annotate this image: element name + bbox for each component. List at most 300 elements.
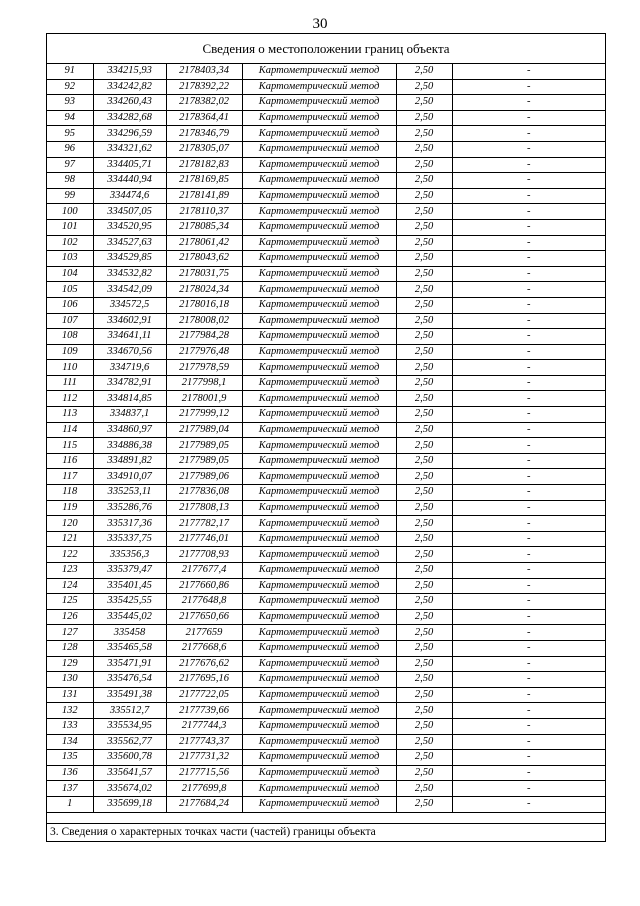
y-coordinate-cell: 2178001,9 <box>166 391 242 407</box>
description-cell: - <box>452 547 605 563</box>
method-cell: Картометрический метод <box>242 329 396 345</box>
table-row <box>47 313 605 329</box>
point-number-cell: 125 <box>47 594 93 610</box>
y-coordinate-cell: 2177676,62 <box>166 656 242 672</box>
x-coordinate-cell: 334860,97 <box>93 422 166 438</box>
y-coordinate-cell: 2177677,4 <box>166 563 242 579</box>
y-coordinate-cell: 2178031,75 <box>166 266 242 282</box>
point-number-cell: 137 <box>47 781 93 797</box>
description-cell: - <box>452 157 605 173</box>
accuracy-cell: 2,50 <box>396 469 452 485</box>
method-cell: Картометрический метод <box>242 531 396 547</box>
description-cell: - <box>452 516 605 532</box>
y-coordinate-cell: 2178305,07 <box>166 141 242 157</box>
footer-heading: 3. Сведения о характерных точках части (частей) границы объекта <box>47 823 605 841</box>
accuracy-cell: 2,50 <box>396 578 452 594</box>
y-coordinate-cell: 2177836,08 <box>166 485 242 501</box>
description-cell: - <box>452 297 605 313</box>
description-cell: - <box>452 204 605 220</box>
y-coordinate-cell: 2178085,34 <box>166 219 242 235</box>
x-coordinate-cell: 334782,91 <box>93 375 166 391</box>
point-number-cell: 93 <box>47 95 93 111</box>
y-coordinate-cell: 2177648,8 <box>166 594 242 610</box>
y-coordinate-cell: 2177684,24 <box>166 796 242 812</box>
accuracy-cell: 2,50 <box>396 640 452 656</box>
point-number-cell: 107 <box>47 313 93 329</box>
point-number-cell: 102 <box>47 235 93 251</box>
description-cell: - <box>452 141 605 157</box>
x-coordinate-cell: 335562,77 <box>93 734 166 750</box>
method-cell: Картометрический метод <box>242 672 396 688</box>
table-row <box>47 64 605 79</box>
x-coordinate-cell: 334282,68 <box>93 110 166 126</box>
method-cell: Картометрический метод <box>242 344 396 360</box>
table-row <box>47 547 605 563</box>
accuracy-cell: 2,50 <box>396 219 452 235</box>
accuracy-cell: 2,50 <box>396 500 452 516</box>
accuracy-cell: 2,50 <box>396 547 452 563</box>
method-cell: Картометрический метод <box>242 625 396 641</box>
description-cell: - <box>452 407 605 423</box>
accuracy-cell: 2,50 <box>396 313 452 329</box>
accuracy-cell: 2,50 <box>396 422 452 438</box>
x-coordinate-cell: 334572,5 <box>93 297 166 313</box>
x-coordinate-cell: 335491,38 <box>93 687 166 703</box>
point-number-cell: 118 <box>47 485 93 501</box>
accuracy-cell: 2,50 <box>396 453 452 469</box>
x-coordinate-cell: 335674,02 <box>93 781 166 797</box>
table-row <box>47 563 605 579</box>
accuracy-cell: 2,50 <box>396 609 452 625</box>
description-cell: - <box>452 656 605 672</box>
point-number-cell: 99 <box>47 188 93 204</box>
point-number-cell: 110 <box>47 360 93 376</box>
y-coordinate-cell: 2178403,34 <box>166 64 242 79</box>
method-cell: Картометрический метод <box>242 656 396 672</box>
y-coordinate-cell: 2178043,62 <box>166 251 242 267</box>
accuracy-cell: 2,50 <box>396 672 452 688</box>
method-cell: Картометрический метод <box>242 235 396 251</box>
accuracy-cell: 2,50 <box>396 360 452 376</box>
table-row <box>47 219 605 235</box>
table-row <box>47 687 605 703</box>
table-row <box>47 703 605 719</box>
y-coordinate-cell: 2177746,01 <box>166 531 242 547</box>
method-cell: Картометрический метод <box>242 313 396 329</box>
method-cell: Картометрический метод <box>242 204 396 220</box>
x-coordinate-cell: 335425,55 <box>93 594 166 610</box>
x-coordinate-cell: 334891,82 <box>93 453 166 469</box>
description-cell: - <box>452 531 605 547</box>
point-number-cell: 132 <box>47 703 93 719</box>
point-number-cell: 97 <box>47 157 93 173</box>
accuracy-cell: 2,50 <box>396 765 452 781</box>
method-cell: Картометрический метод <box>242 95 396 111</box>
table-row <box>47 188 605 204</box>
accuracy-cell: 2,50 <box>396 594 452 610</box>
x-coordinate-cell: 335379,47 <box>93 563 166 579</box>
table-row <box>47 656 605 672</box>
description-cell: - <box>452 500 605 516</box>
x-coordinate-cell: 334602,91 <box>93 313 166 329</box>
document-frame <box>46 33 606 842</box>
y-coordinate-cell: 2177808,13 <box>166 500 242 516</box>
point-number-cell: 122 <box>47 547 93 563</box>
table-row <box>47 796 605 812</box>
x-coordinate-cell: 334296,59 <box>93 126 166 142</box>
method-cell: Картометрический метод <box>242 485 396 501</box>
y-coordinate-cell: 2178169,85 <box>166 173 242 189</box>
description-cell: - <box>452 64 605 79</box>
method-cell: Картометрический метод <box>242 578 396 594</box>
table-row <box>47 204 605 220</box>
accuracy-cell: 2,50 <box>396 64 452 79</box>
accuracy-cell: 2,50 <box>396 95 452 111</box>
method-cell: Картометрический метод <box>242 251 396 267</box>
point-number-cell: 121 <box>47 531 93 547</box>
description-cell: - <box>452 438 605 454</box>
method-cell: Картометрический метод <box>242 640 396 656</box>
point-number-cell: 98 <box>47 173 93 189</box>
x-coordinate-cell: 334532,82 <box>93 266 166 282</box>
table-row <box>47 329 605 345</box>
table-row <box>47 438 605 454</box>
method-cell: Картометрический метод <box>242 469 396 485</box>
point-number-cell: 91 <box>47 64 93 79</box>
method-cell: Картометрический метод <box>242 453 396 469</box>
point-number-cell: 104 <box>47 266 93 282</box>
x-coordinate-cell: 334641,11 <box>93 329 166 345</box>
x-coordinate-cell: 334886,38 <box>93 438 166 454</box>
description-cell: - <box>452 640 605 656</box>
accuracy-cell: 2,50 <box>396 781 452 797</box>
table-row <box>47 79 605 95</box>
description-cell: - <box>452 126 605 142</box>
table-row <box>47 516 605 532</box>
x-coordinate-cell: 335253,11 <box>93 485 166 501</box>
description-cell: - <box>452 313 605 329</box>
table-row <box>47 469 605 485</box>
description-cell: - <box>452 672 605 688</box>
description-cell: - <box>452 110 605 126</box>
table-row <box>47 422 605 438</box>
point-number-cell: 120 <box>47 516 93 532</box>
table-row <box>47 344 605 360</box>
table-row <box>47 640 605 656</box>
point-number-cell: 134 <box>47 734 93 750</box>
x-coordinate-cell: 335401,45 <box>93 578 166 594</box>
method-cell: Картометрический метод <box>242 141 396 157</box>
method-cell: Картометрический метод <box>242 796 396 812</box>
method-cell: Картометрический метод <box>242 609 396 625</box>
y-coordinate-cell: 2177699,8 <box>166 781 242 797</box>
point-number-cell: 128 <box>47 640 93 656</box>
y-coordinate-cell: 2178110,37 <box>166 204 242 220</box>
method-cell: Картометрический метод <box>242 297 396 313</box>
y-coordinate-cell: 2177989,06 <box>166 469 242 485</box>
table-row <box>47 391 605 407</box>
method-cell: Картометрический метод <box>242 718 396 734</box>
table-row <box>47 110 605 126</box>
accuracy-cell: 2,50 <box>396 718 452 734</box>
y-coordinate-cell: 2178346,79 <box>166 126 242 142</box>
x-coordinate-cell: 334260,43 <box>93 95 166 111</box>
method-cell: Картометрический метод <box>242 516 396 532</box>
table-row <box>47 407 605 423</box>
y-coordinate-cell: 2177708,93 <box>166 547 242 563</box>
point-number-cell: 92 <box>47 79 93 95</box>
description-cell: - <box>452 594 605 610</box>
table-row <box>47 734 605 750</box>
accuracy-cell: 2,50 <box>396 516 452 532</box>
y-coordinate-cell: 2177695,16 <box>166 672 242 688</box>
y-coordinate-cell: 2178382,02 <box>166 95 242 111</box>
y-coordinate-cell: 2177744,3 <box>166 718 242 734</box>
accuracy-cell: 2,50 <box>396 188 452 204</box>
table-row <box>47 95 605 111</box>
x-coordinate-cell: 335337,75 <box>93 531 166 547</box>
accuracy-cell: 2,50 <box>396 563 452 579</box>
point-number-cell: 112 <box>47 391 93 407</box>
point-number-cell: 96 <box>47 141 93 157</box>
method-cell: Картометрический метод <box>242 64 396 79</box>
accuracy-cell: 2,50 <box>396 329 452 345</box>
description-cell: - <box>452 375 605 391</box>
accuracy-cell: 2,50 <box>396 282 452 298</box>
accuracy-cell: 2,50 <box>396 266 452 282</box>
method-cell: Картометрический метод <box>242 765 396 781</box>
point-number-cell: 111 <box>47 375 93 391</box>
x-coordinate-cell: 335476,54 <box>93 672 166 688</box>
description-cell: - <box>452 344 605 360</box>
table-row <box>47 500 605 516</box>
description-cell: - <box>452 781 605 797</box>
x-coordinate-cell: 335458 <box>93 625 166 641</box>
y-coordinate-cell: 2177782,17 <box>166 516 242 532</box>
point-number-cell: 1 <box>47 796 93 812</box>
accuracy-cell: 2,50 <box>396 251 452 267</box>
method-cell: Картометрический метод <box>242 563 396 579</box>
description-cell: - <box>452 391 605 407</box>
y-coordinate-cell: 2177976,48 <box>166 344 242 360</box>
table-row <box>47 485 605 501</box>
table-row <box>47 531 605 547</box>
description-cell: - <box>452 188 605 204</box>
x-coordinate-cell: 334520,95 <box>93 219 166 235</box>
x-coordinate-cell: 334719,6 <box>93 360 166 376</box>
x-coordinate-cell: 335445,02 <box>93 609 166 625</box>
accuracy-cell: 2,50 <box>396 157 452 173</box>
x-coordinate-cell: 335471,91 <box>93 656 166 672</box>
method-cell: Картометрический метод <box>242 547 396 563</box>
description-cell: - <box>452 563 605 579</box>
accuracy-cell: 2,50 <box>396 173 452 189</box>
description-cell: - <box>452 703 605 719</box>
x-coordinate-cell: 334529,85 <box>93 251 166 267</box>
point-number-cell: 109 <box>47 344 93 360</box>
y-coordinate-cell: 2178061,42 <box>166 235 242 251</box>
table-row <box>47 297 605 313</box>
point-number-cell: 124 <box>47 578 93 594</box>
point-number-cell: 116 <box>47 453 93 469</box>
point-number-cell: 100 <box>47 204 93 220</box>
y-coordinate-cell: 2177715,56 <box>166 765 242 781</box>
method-cell: Картометрический метод <box>242 126 396 142</box>
point-number-cell: 127 <box>47 625 93 641</box>
point-number-cell: 130 <box>47 672 93 688</box>
method-cell: Картометрический метод <box>242 188 396 204</box>
x-coordinate-cell: 334215,93 <box>93 64 166 79</box>
accuracy-cell: 2,50 <box>396 110 452 126</box>
method-cell: Картометрический метод <box>242 734 396 750</box>
point-number-cell: 95 <box>47 126 93 142</box>
method-cell: Картометрический метод <box>242 219 396 235</box>
description-cell: - <box>452 422 605 438</box>
description-cell: - <box>452 718 605 734</box>
table-row <box>47 594 605 610</box>
table-row <box>47 251 605 267</box>
x-coordinate-cell: 334670,56 <box>93 344 166 360</box>
x-coordinate-cell: 335465,58 <box>93 640 166 656</box>
x-coordinate-cell: 334321,62 <box>93 141 166 157</box>
description-cell: - <box>452 796 605 812</box>
description-cell: - <box>452 251 605 267</box>
accuracy-cell: 2,50 <box>396 235 452 251</box>
description-cell: - <box>452 360 605 376</box>
description-cell: - <box>452 453 605 469</box>
y-coordinate-cell: 2178024,34 <box>166 282 242 298</box>
table-row <box>47 282 605 298</box>
x-coordinate-cell: 335699,18 <box>93 796 166 812</box>
y-coordinate-cell: 2177739,66 <box>166 703 242 719</box>
y-coordinate-cell: 2177989,04 <box>166 422 242 438</box>
x-coordinate-cell: 334474,6 <box>93 188 166 204</box>
method-cell: Картометрический метод <box>242 438 396 454</box>
y-coordinate-cell: 2177659 <box>166 625 242 641</box>
point-number-cell: 101 <box>47 219 93 235</box>
y-coordinate-cell: 2177660,86 <box>166 578 242 594</box>
accuracy-cell: 2,50 <box>396 438 452 454</box>
table-row <box>47 375 605 391</box>
accuracy-cell: 2,50 <box>396 703 452 719</box>
accuracy-cell: 2,50 <box>396 126 452 142</box>
method-cell: Картометрический метод <box>242 375 396 391</box>
x-coordinate-cell: 334910,07 <box>93 469 166 485</box>
method-cell: Картометрический метод <box>242 750 396 766</box>
table-row <box>47 453 605 469</box>
point-number-cell: 113 <box>47 407 93 423</box>
y-coordinate-cell: 2177743,37 <box>166 734 242 750</box>
y-coordinate-cell: 2177668,6 <box>166 640 242 656</box>
method-cell: Картометрический метод <box>242 422 396 438</box>
accuracy-cell: 2,50 <box>396 750 452 766</box>
point-number-cell: 123 <box>47 563 93 579</box>
description-cell: - <box>452 235 605 251</box>
accuracy-cell: 2,50 <box>396 391 452 407</box>
y-coordinate-cell: 2177722,05 <box>166 687 242 703</box>
table-body <box>47 64 605 812</box>
x-coordinate-cell: 334507,05 <box>93 204 166 220</box>
description-cell: - <box>452 219 605 235</box>
description-cell: - <box>452 329 605 345</box>
y-coordinate-cell: 2177978,59 <box>166 360 242 376</box>
table-row <box>47 578 605 594</box>
x-coordinate-cell: 334527,63 <box>93 235 166 251</box>
method-cell: Картометрический метод <box>242 407 396 423</box>
point-number-cell: 131 <box>47 687 93 703</box>
x-coordinate-cell: 335512,7 <box>93 703 166 719</box>
x-coordinate-cell: 335641,57 <box>93 765 166 781</box>
table-row <box>47 765 605 781</box>
table-row <box>47 781 605 797</box>
accuracy-cell: 2,50 <box>396 407 452 423</box>
description-cell: - <box>452 469 605 485</box>
y-coordinate-cell: 2177999,12 <box>166 407 242 423</box>
x-coordinate-cell: 334542,09 <box>93 282 166 298</box>
accuracy-cell: 2,50 <box>396 297 452 313</box>
point-number-cell: 133 <box>47 718 93 734</box>
section-title: Сведения о местоположении границ объекта <box>47 34 605 64</box>
table-row <box>47 235 605 251</box>
accuracy-cell: 2,50 <box>396 687 452 703</box>
method-cell: Картометрический метод <box>242 110 396 126</box>
point-number-cell: 103 <box>47 251 93 267</box>
x-coordinate-cell: 334405,71 <box>93 157 166 173</box>
description-cell: - <box>452 750 605 766</box>
y-coordinate-cell: 2177989,05 <box>166 438 242 454</box>
x-coordinate-cell: 335600,78 <box>93 750 166 766</box>
description-cell: - <box>452 95 605 111</box>
method-cell: Картометрический метод <box>242 500 396 516</box>
description-cell: - <box>452 687 605 703</box>
point-number-cell: 94 <box>47 110 93 126</box>
accuracy-cell: 2,50 <box>396 141 452 157</box>
x-coordinate-cell: 334837,1 <box>93 407 166 423</box>
table-row <box>47 672 605 688</box>
method-cell: Картометрический метод <box>242 266 396 282</box>
y-coordinate-cell: 2178016,18 <box>166 297 242 313</box>
accuracy-cell: 2,50 <box>396 344 452 360</box>
point-number-cell: 135 <box>47 750 93 766</box>
point-number-cell: 126 <box>47 609 93 625</box>
boundary-points-table <box>47 64 605 813</box>
method-cell: Картометрический метод <box>242 157 396 173</box>
method-cell: Картометрический метод <box>242 781 396 797</box>
y-coordinate-cell: 2178364,41 <box>166 110 242 126</box>
table-row <box>47 360 605 376</box>
description-cell: - <box>452 485 605 501</box>
method-cell: Картометрический метод <box>242 703 396 719</box>
point-number-cell: 129 <box>47 656 93 672</box>
y-coordinate-cell: 2177650,66 <box>166 609 242 625</box>
table-row <box>47 173 605 189</box>
method-cell: Картометрический метод <box>242 173 396 189</box>
accuracy-cell: 2,50 <box>396 375 452 391</box>
point-number-cell: 117 <box>47 469 93 485</box>
point-number-cell: 136 <box>47 765 93 781</box>
x-coordinate-cell: 335286,76 <box>93 500 166 516</box>
x-coordinate-cell: 334814,85 <box>93 391 166 407</box>
y-coordinate-cell: 2177989,05 <box>166 453 242 469</box>
method-cell: Картометрический метод <box>242 282 396 298</box>
method-cell: Картометрический метод <box>242 391 396 407</box>
accuracy-cell: 2,50 <box>396 796 452 812</box>
y-coordinate-cell: 2177998,1 <box>166 375 242 391</box>
table-row <box>47 266 605 282</box>
y-coordinate-cell: 2178008,02 <box>166 313 242 329</box>
point-number-cell: 105 <box>47 282 93 298</box>
y-coordinate-cell: 2178392,22 <box>166 79 242 95</box>
